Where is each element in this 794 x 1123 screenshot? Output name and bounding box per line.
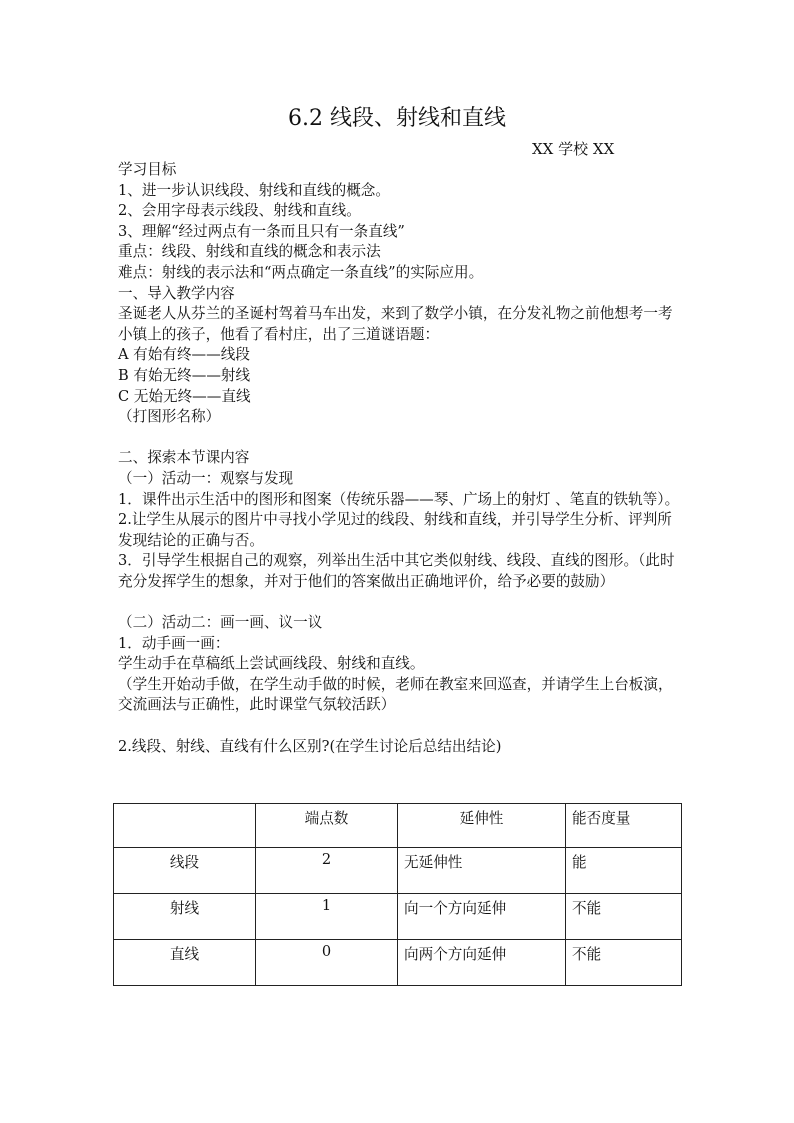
table-header-cell	[114, 804, 256, 848]
document-body	[118, 160, 684, 757]
table-cell: 能	[566, 848, 682, 894]
objective-3: 3、理解“经过两点有一条而且只有一条直线”	[118, 222, 405, 240]
key-points: 重点：线段、射线和直线的概念和表示法	[118, 243, 381, 261]
section-heading-objectives: 学习目标	[118, 161, 177, 178]
objective-2: 2、会用字母表示线段、射线和直线。	[118, 202, 361, 220]
table-cell: 0	[256, 940, 398, 986]
riddle-c: C 无始无终——直线	[118, 387, 251, 405]
table-cell: 不能	[566, 894, 682, 940]
riddle-b: B 有始无终——射线	[118, 366, 251, 384]
table-header-cell: 延伸性	[398, 804, 566, 848]
activity-1-heading: （一）活动一：观察与发现	[118, 469, 294, 487]
table-cell: 2	[256, 848, 398, 894]
table-cell: 线段	[114, 848, 256, 894]
intro-paragraph: 圣诞老人从芬兰的圣诞村驾着马车出发，来到了数学小镇，在分发礼物之前他想考一考小镇上的孩子，他看了看村庄，出了三道谜语题：	[118, 305, 673, 343]
blank-line	[118, 428, 684, 449]
activity-1-step-1: 1．课件出示生活中的图形和图案（传统乐器——琴、广场上的射灯 、笔直的铁轨等）。	[118, 490, 680, 508]
table-cell: 向两个方向延伸	[398, 940, 566, 986]
table-cell: 1	[256, 894, 398, 940]
difficult-points: 难点：射线的表示法和“两点确定一条直线”的实际应用。	[118, 263, 484, 281]
activity-2-step-1: 1．动手画一画：	[118, 634, 230, 652]
riddle-a: A 有始有终——线段	[118, 346, 250, 364]
table-cell: 射线	[114, 894, 256, 940]
table-row	[114, 894, 682, 940]
document-title: 6.2 线段、射线和直线	[288, 106, 506, 131]
blank-line	[118, 716, 684, 737]
activity-2-step-1-detail: 学生动手在草稿纸上尝试画线段、射线和直线。	[118, 655, 425, 673]
table-header-cell: 端点数	[256, 804, 398, 848]
activity-2-step-2: 2.线段、射线、直线有什么区别?(在学生讨论后总结出结论)	[118, 737, 502, 755]
table-header-cell: 能否度量	[566, 804, 682, 848]
comparison-table	[113, 803, 682, 986]
activity-2-step-1-note: （学生开始动手做，在学生动手做的时候，老师在教室来回巡查，并请学生上台板演，交流画法与正确性，此时课堂气氛较活跃）	[118, 675, 673, 714]
section-heading-intro: 一、导入教学内容	[118, 284, 235, 302]
activity-1-step-2: 2.让学生从展示的图片中寻找小学见过的线段、射线和直线，并引导学生分析、评判所发现结论的正确与否。	[118, 511, 672, 549]
table-cell: 无延伸性	[398, 848, 566, 894]
table-header-row	[114, 804, 682, 848]
table-row	[114, 940, 682, 986]
riddle-note: （打图形名称）	[118, 408, 221, 426]
author-line: XX 学校 XX	[532, 140, 615, 158]
activity-1-step-3: 3．引导学生根据自己的观察，列举出生活中其它类似射线、线段、直线的图形。（此时充分发挥学生的想象，并对于他们的答案做出正确地评价，给予必要的鼓励）	[118, 552, 675, 590]
objective-1: 1、进一步认识线段、射线和直线的概念。	[118, 181, 390, 199]
activity-2-heading: （二）活动二：画一画、议一议	[118, 614, 323, 632]
table-cell: 向一个方向延伸	[398, 894, 566, 940]
table-row	[114, 848, 682, 894]
table-cell: 直线	[114, 940, 256, 986]
blank-line	[118, 592, 684, 613]
section-heading-explore: 二、探索本节课内容	[118, 449, 250, 467]
table-cell: 不能	[566, 940, 682, 986]
